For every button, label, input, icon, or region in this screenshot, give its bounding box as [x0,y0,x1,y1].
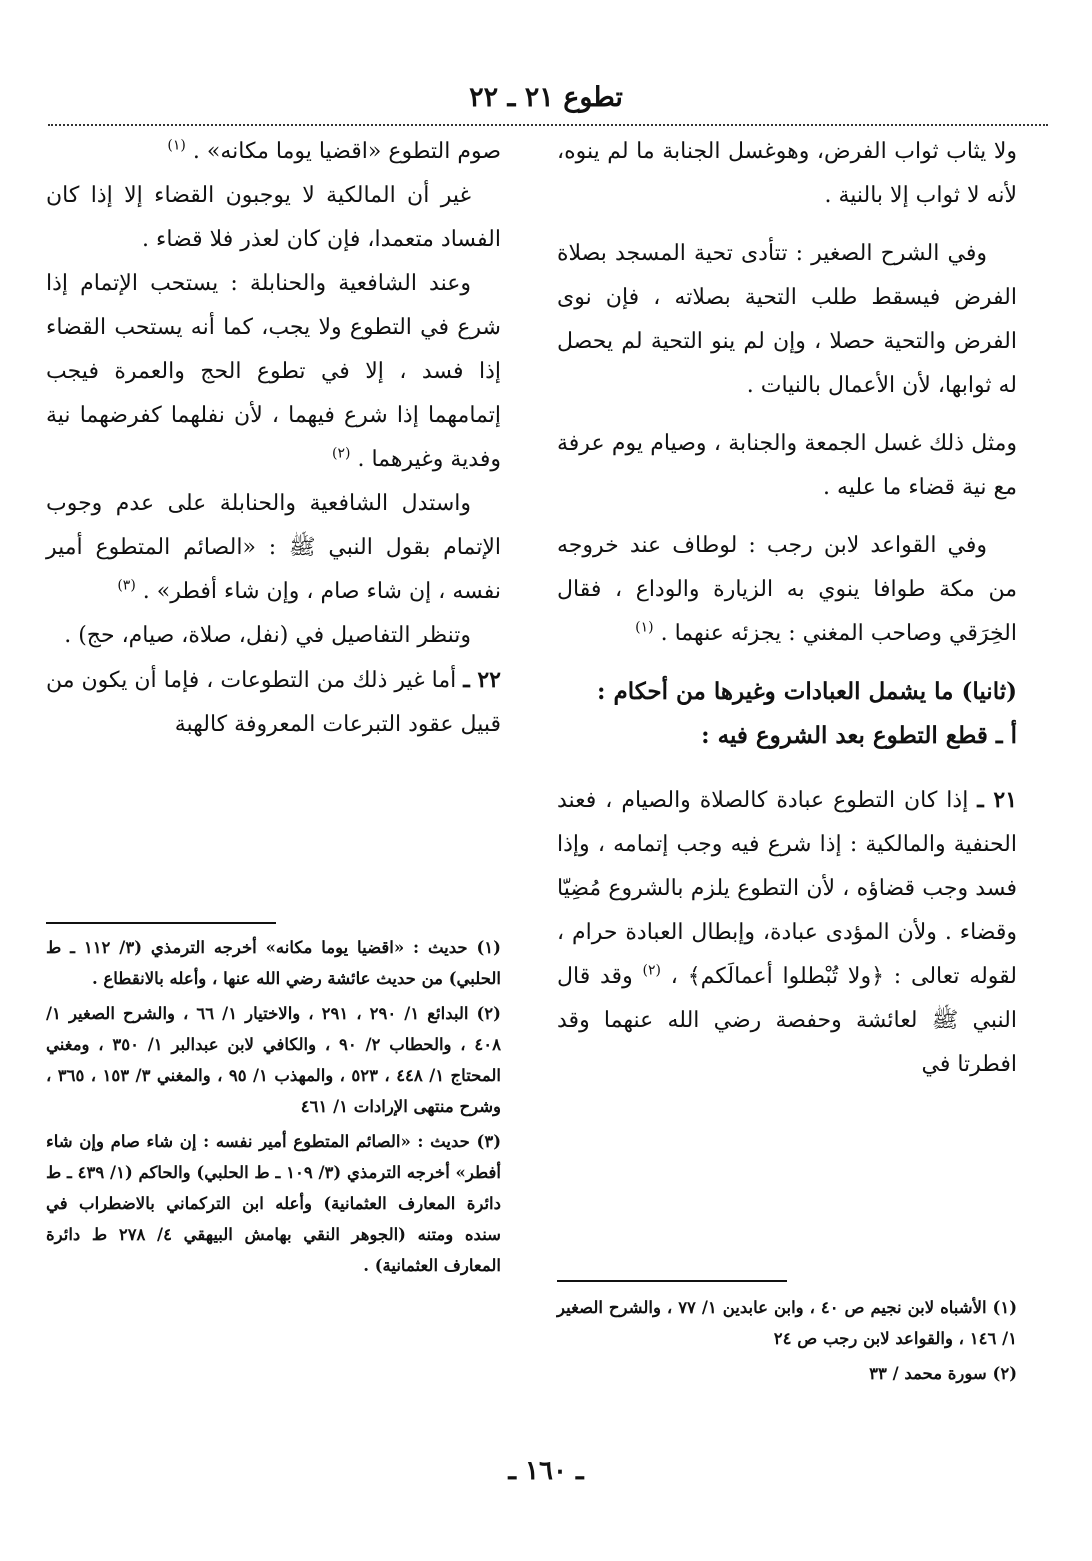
page-number: ـ ١٦٠ ـ [508,1456,584,1486]
footnote-ref-1: (١) [635,619,654,636]
right-paragraph-2: وفي الشرح الصغير : تتأدى تحية المسجد بصلاة الفرض فيسقط طلب التحية بصلاته ، فإن نوى الفرض والتحية حصلا ، وإن لم ينو التحية لم يحصل له ثوابها، لأن الأعمال بالنيات . [557,241,1017,398]
footnotes-right [557,1280,1017,1393]
left-paragraph-1-text: صوم التطوع «اقضيا يوما مكانه» . [192,139,501,164]
paragraph-number-21: ٢١ ـ [977,787,1018,813]
right-paragraph-1: ولا يثاب ثواب الفرض، وهوغسل الجنابة ما لم ينوه، لأنه لا ثواب إلا بالنية . [557,139,1017,208]
header-dotted-rule [48,124,1048,126]
footnote-left-1: (١) حديث : «اقضيا يوما مكانه» أخرجه الترمذي (٣/ ١١٢ ـ ط الحلبي) من حديث عائشة رضي الله عنها ، وأعله بالانقطاع . [46,938,501,988]
footnote-left-2: (٢) البدائع ١/ ٢٩٠ ، ٢٩١ ، والاختيار ١/ ٦٦ ، والشرح الصغير ١/ ٤٠٨ ، والحطاب ٢/ ٩٠ ، والكافي لابن عبدالبر ١/ ٣٥٠ ، ومغني المحتاج ١/ ٤٤٨ ، ٥٢٣ ، والمهذب ١/ ٩٥ ، والمغني ٣/ ١٥٣ ، ٣٦٥ ، وشرح منتهى الإرادات ١/ ٤٦١ [46,1004,502,1116]
left-paragraph-6 [46,658,501,747]
left-paragraph-3-text: وعند الشافعية والحنابلة : يستحب الإتمام إذا شرع في التطوع ولا يجب، كما أنه يستحب القضاء إذا فسد ، إلا في تطوع الحج والعمرة فيجب إتمامهما إذا شرع فيهما ، لأن نفلهما كفرضهما نية وفدية وغيرهما . [46,271,501,472]
running-title: تطوع ٢١ ـ ٢٢ [469,82,623,113]
footnote-ref-left-1: (١) [167,137,186,154]
footnote-right-2: (٢) سورة محمد / ٣٣ [869,1364,1017,1383]
running-header [0,78,1092,118]
footnote-left-3: (٣) حديث : «الصائم المتطوع أمير نفسه : إن شاء صام وإن شاء أفطر» أخرجه الترمذي (٣/ ١٠٩ ـ ط الحلبي) والحاكم (١/ ٤٣٩ ـ ط دائرة المعارف العثمانية) وأعله ابن التركماني بالاضطراب في سنده ومتنه (الجوهر النقي بهامش البيهقي ٤/ ٢٧٨ ط دائرة المعارف العثمانية) . [46,1132,501,1275]
right-paragraph-4 [557,524,1017,656]
paragraph-number-22: ٢٢ ـ [463,667,501,693]
footnote-ref-left-3: (٣) [117,577,136,594]
left-paragraph-2: غير أن المالكية لا يوجبون القضاء إلا إذا كان الفساد متعمدا، فإن كان لعذر فلا قضاء . [46,183,501,252]
section-heading [557,670,1017,758]
footnotes-left [46,922,501,1285]
right-paragraph-4-text: وفي القواعد لابن رجب : لوطاف عند خروجه من مكة طوافا ينوي به الزيارة والوداع ، فقال الخِرَقي وصاحب المغني : يجزئه عنهما . [557,533,1017,646]
footnote-ref-left-2: (٢) [332,445,351,462]
right-paragraph-3: ومثل ذلك غسل الجمعة والجنابة ، وصيام يوم عرفة مع نية قضاء ما عليه . [557,431,1017,500]
left-paragraph-4 [46,482,501,614]
left-column [46,130,501,747]
right-paragraph-5-text-a: إذا كان التطوع عبادة كالصلاة والصيام ، فعند الحنفية والمالكية : إذا شرع فيه وجب إتمامه ، وإذا فسد وجب قضاؤه ، لأن التطوع يلزم بالشروع مُضِيّا وقضاء . ولأن المؤدى عبادة، وإبطال العبادة حرام ، لقوله تعالى : ﴿ولا تُبْطلوا أعمالَكم﴾ ، [557,788,1017,989]
right-column [557,130,1017,1101]
right-paragraph-5 [557,778,1017,1087]
left-paragraph-4-text: واستدل الشافعية والحنابلة على عدم وجوب الإتمام بقول النبي ﷺ : «الصائم المتطوع أمير نفسه ، إن شاء صام ، وإن شاء أفطر» . [46,491,501,604]
left-paragraph-3 [46,262,501,482]
section-heading-line-1: (ثانيا) ما يشمل العبادات وغيرها من أحكام : [596,678,1017,705]
section-heading-line-2: أ ـ قطع التطوع بعد الشروع فيه : [701,722,1017,749]
footnote-right-1: (١) الأشباه لابن نجيم ص ٤٠ ، وابن عابدين ١/ ٧٧ ، والشرح الصغير ١/ ١٤٦ ، والقواعد لابن رجب ص ٢٤ [557,1298,1018,1348]
right-paragraph-5-text-b: وقد قال النبي ﷺ لعائشة وحفصة رضي الله عنهما وقد افطرتا في [557,964,1017,1077]
left-paragraph-5: وتنظر التفاصيل في (نفل، صلاة، صيام، حج) . [64,623,471,648]
footnote-ref-2: (٢) [642,962,661,979]
left-paragraph-1 [46,130,501,174]
left-paragraph-6-text: أما غير ذلك من التطوعات ، فإما أن يكون من قبيل عقود التبرعات المعروفة كالهبة [46,668,501,737]
